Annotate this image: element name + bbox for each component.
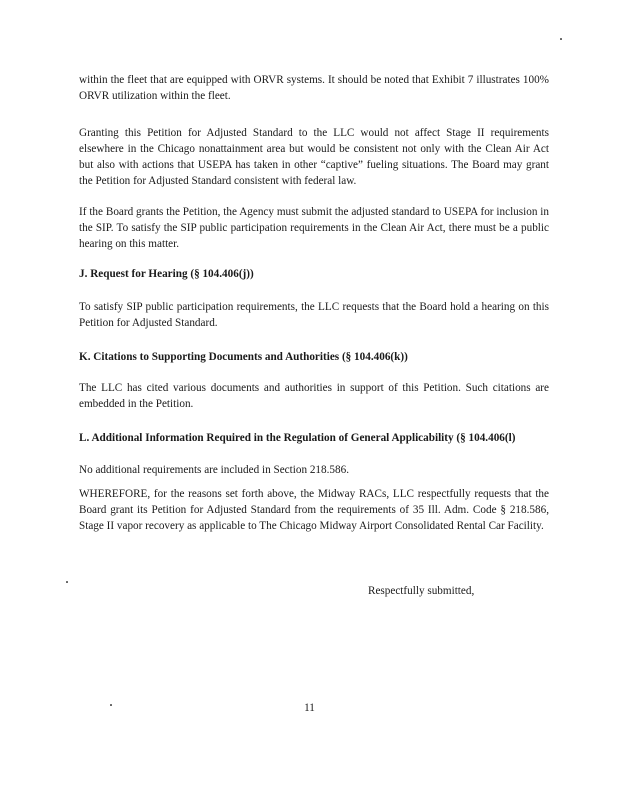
paragraph-agency-submit: If the Board grants the Petition, the Agency must submit the adjusted standard to USEPA for inclusion in the SIP. To satisfy the SIP public participation requirements in the Clean Air Act, there must be a public hearing on this matter.: [79, 206, 549, 250]
scan-speck: [110, 704, 112, 706]
paragraph-citations: The LLC has cited various documents and authorities in support of this Petition. Such citations are embedded in the Petition.: [79, 382, 549, 410]
scan-speck: [66, 581, 68, 583]
heading-citations: K. Citations to Supporting Documents and Authorities (§ 104.406(k)): [79, 351, 408, 363]
paragraph-no-additional-requirements: No additional requirements are included in Section 218.586.: [79, 464, 349, 476]
paragraph-orvr-fleet: within the fleet that are equipped with ORVR systems. It should be noted that Exhibit 7 illustrates 100% ORVR utilization within the fleet.: [79, 74, 549, 102]
heading-request-for-hearing: J. Request for Hearing (§ 104.406(j)): [79, 268, 254, 280]
paragraph-wherefore: WHEREFORE, for the reasons set forth above, the Midway RACs, LLC respectfully requests that the Board grant its Petition for Adjusted Standard from the requirements of 35 Ill. Adm. Code § 218.586, Stage II vapor recovery as applicable to The Chicago Midway Airport Consolidated Rental Car Facility.: [79, 488, 549, 532]
scan-speck: [560, 38, 562, 40]
heading-additional-information: L. Additional Information Required in the Regulation of General Applicability (§ 104.406(l): [79, 432, 516, 444]
page-number: 11: [304, 702, 315, 714]
closing-respectfully-submitted: Respectfully submitted,: [368, 585, 475, 597]
paragraph-hearing-request: To satisfy SIP public participation requirements, the LLC requests that the Board hold a hearing on this Petition for Adjusted Standard.: [79, 301, 549, 329]
paragraph-granting-petition: Granting this Petition for Adjusted Standard to the LLC would not affect Stage II requirements elsewhere in the Chicago nonattainment area but would be consistent not only with the Clean Air Act but also with actions that USEPA has taken in other “captive” fueling situations. The Board may grant the Petition for Adjusted Standard consistent with federal law.: [79, 127, 549, 187]
